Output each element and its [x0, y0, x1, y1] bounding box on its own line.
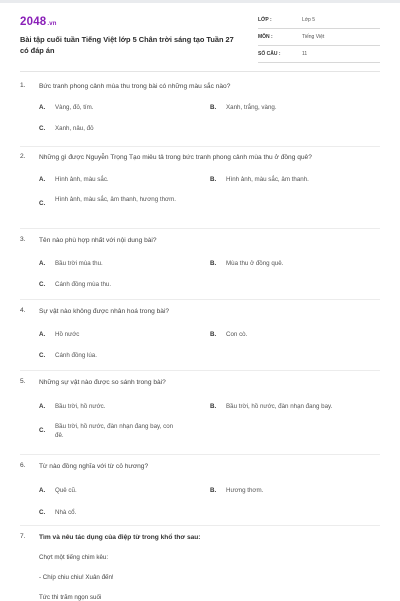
question-number: 6. [20, 462, 26, 469]
option-text: Bầu trời, hồ nước, đàn nhạn đang bay. [226, 403, 333, 410]
question-1 [20, 82, 380, 142]
question-5 [20, 378, 380, 448]
question-2 [20, 153, 380, 225]
question-separator [20, 454, 380, 455]
question-number: 1. [20, 82, 26, 89]
option-text: Quê cũ. [55, 487, 77, 494]
question-text: Những sự vật nào được so sánh trong bài? [39, 379, 166, 386]
option-letter: B. [210, 176, 217, 183]
question-4 [20, 307, 380, 363]
option-a[interactable] [39, 486, 77, 495]
meta-row-count [258, 48, 380, 63]
option-letter: C. [39, 125, 46, 132]
option-text: Hồ nước [55, 331, 80, 338]
option-letter: B. [210, 104, 217, 111]
option-text: Bầu trời, hồ nước. [55, 403, 106, 410]
top-rule [0, 0, 400, 3]
question-number: 2. [20, 153, 26, 160]
option-text: Mùa thu ở đồng quê. [226, 260, 284, 267]
page-header [20, 14, 380, 60]
option-a[interactable] [39, 330, 79, 339]
question-3 [20, 236, 380, 292]
option-b[interactable] [210, 330, 247, 339]
option-letter: B. [210, 487, 217, 494]
question-text: Những gì được Nguyễn Trọng Tạo miêu tả trong bức tranh phong cảnh mùa thu ở đồng quê? [39, 154, 312, 161]
option-c[interactable] [39, 280, 111, 289]
option-a[interactable] [39, 259, 103, 268]
question-7 [20, 533, 380, 600]
option-text: Xanh, nâu, đỏ [55, 125, 94, 132]
option-letter: B. [210, 260, 217, 267]
question-text: Từ nào đồng nghĩa với từ cỏ hương? [39, 463, 149, 470]
option-letter: C. [39, 200, 46, 207]
option-letter: C. [39, 509, 46, 516]
option-b[interactable] [210, 103, 277, 112]
question-text: Bức tranh phong cảnh mùa thu trong bài có những màu sắc nào? [39, 83, 231, 90]
option-text: Con cò. [226, 331, 248, 338]
option-text: Nhà cổ. [55, 509, 77, 516]
question-number: 4. [20, 307, 26, 314]
option-c[interactable] [39, 422, 179, 440]
question-number: 7. [20, 533, 26, 540]
option-letter: A. [39, 487, 46, 494]
question-text: Tìm và nêu tác dụng của điệp từ trong khổ thơ sau: [39, 534, 201, 541]
header-divider [20, 71, 380, 72]
brand-logo[interactable] [20, 16, 57, 28]
meta-row-subject [258, 31, 380, 46]
option-a[interactable] [39, 175, 109, 184]
question-separator [20, 228, 380, 229]
poem-line: Tức thì trăm ngọn suối [39, 594, 102, 601]
option-b[interactable] [210, 175, 309, 184]
option-c[interactable] [39, 195, 179, 207]
option-letter: A. [39, 260, 46, 267]
option-b[interactable] [210, 259, 283, 268]
option-letter: C. [39, 352, 46, 359]
option-letter: A. [39, 403, 46, 410]
option-b[interactable] [210, 402, 332, 411]
option-letter: C. [39, 427, 46, 434]
option-letter: A. [39, 176, 46, 183]
meta-row-class [258, 14, 380, 29]
brand-suffix: .vn [47, 21, 57, 27]
question-separator [20, 525, 380, 526]
option-a[interactable] [39, 402, 105, 411]
question-separator [20, 146, 380, 147]
document-title: Bài tập cuối tuần Tiếng Việt lớp 5 Chân trời sáng tạo Tuần 27 có đáp án [20, 35, 234, 55]
option-text: Bầu trời mùa thu. [55, 260, 103, 267]
option-text: Cánh đồng mùa thu. [55, 281, 112, 288]
option-text: Hương thơm. [226, 487, 264, 494]
poem-line: - Chíp chiu chiu! Xuân đến! [39, 574, 114, 581]
option-b[interactable] [210, 486, 263, 495]
question-6 [20, 462, 380, 518]
option-text: Bầu trời, hồ nước, đàn nhạn đang bay, con đê. [55, 423, 174, 439]
question-text: Tên nào phù hợp nhất với nội dung bài? [39, 237, 157, 244]
option-text: Hình ảnh, màu sắc, âm thanh. [226, 176, 309, 183]
option-letter: B. [210, 331, 217, 338]
option-text: Hình ảnh, màu sắc, âm thanh, hương thơm. [55, 196, 176, 203]
option-c[interactable] [39, 124, 94, 133]
option-c[interactable] [39, 508, 76, 517]
brand-name: 2048 [20, 16, 47, 28]
question-text: Sự vật nào không được nhân hoá trong bài? [39, 308, 170, 315]
option-text: Cánh đồng lúa. [55, 352, 97, 359]
meta-value: Lớp 5 [302, 17, 316, 23]
poem-line: Chợt một tiếng chim kêu: [39, 554, 109, 561]
meta-table [258, 14, 380, 65]
meta-key: MÔN : [258, 34, 273, 40]
option-letter: A. [39, 331, 46, 338]
meta-value: Tiếng Việt [302, 34, 325, 40]
question-number: 5. [20, 378, 26, 385]
option-letter: A. [39, 104, 46, 111]
option-text: Vàng, đỏ, tím. [55, 104, 94, 111]
option-text: Xanh, trắng, vàng. [226, 104, 277, 111]
option-letter: C. [39, 281, 46, 288]
meta-key: LỚP : [258, 17, 272, 23]
option-letter: B. [210, 403, 217, 410]
meta-value: 11 [302, 51, 308, 57]
question-number: 3. [20, 236, 26, 243]
option-text: Hình ảnh, màu sắc. [55, 176, 109, 183]
option-c[interactable] [39, 351, 97, 360]
meta-key: SỐ CÂU : [258, 51, 281, 57]
question-separator [20, 299, 380, 300]
question-separator [20, 370, 380, 371]
option-a[interactable] [39, 103, 94, 112]
